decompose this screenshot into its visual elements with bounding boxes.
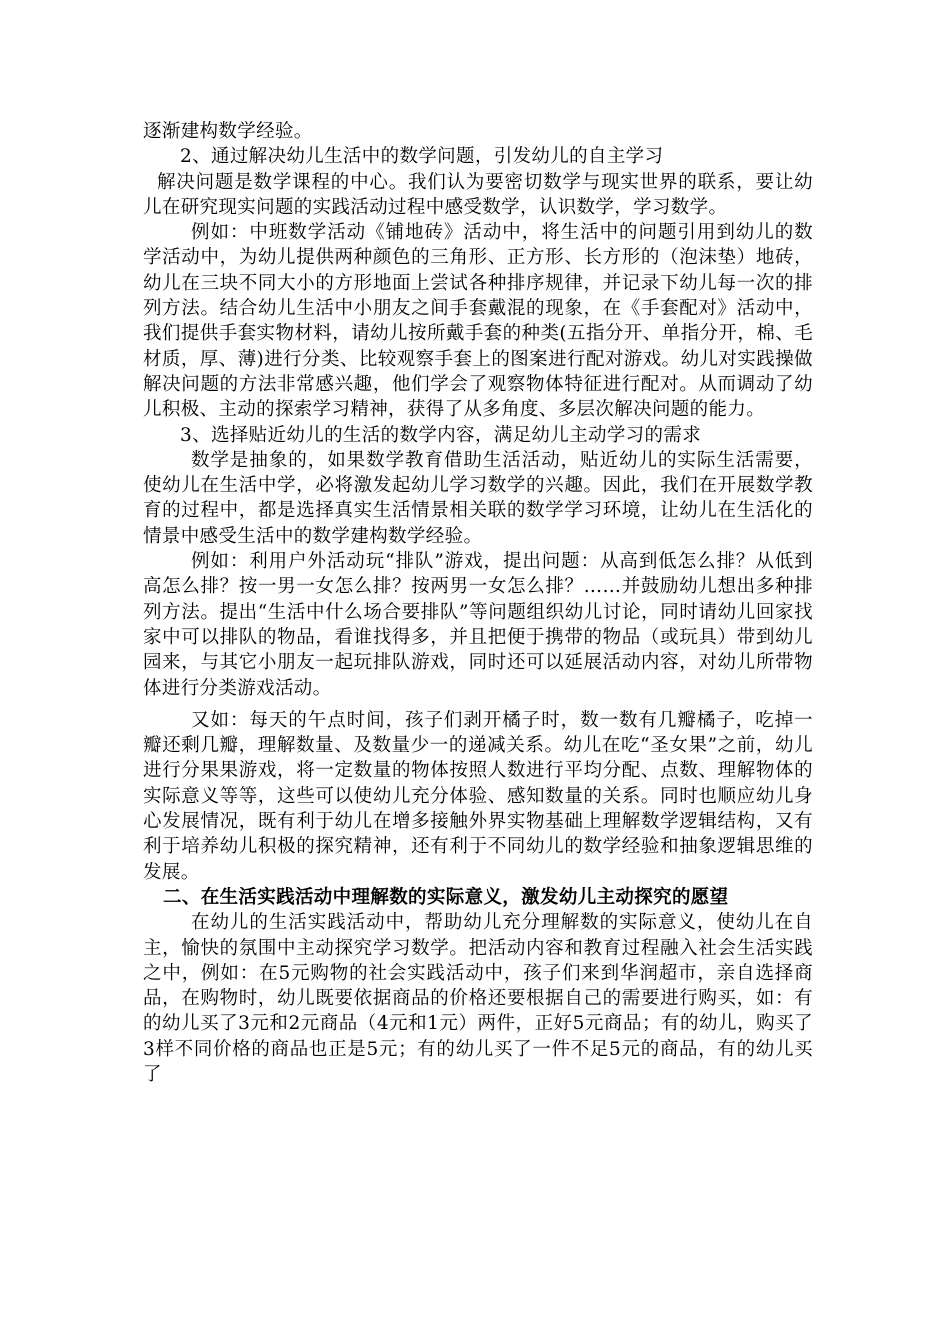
paragraph-continuation: 逐渐建构数学经验。	[143, 121, 313, 142]
paragraph-example-oranges: 又如：每天的午点时间，孩子们剥开橘子时，数一数有几瓣橘子，吃掉一瓣还剩几瓣，理解数量、及数量少一的递减关系。幼儿在吃“圣女果”之前，幼儿进行分果果游戏，将一定数量的物体按照人数进行平均分配、点数、理解物体的实际意义等等，这些可以使幼儿充分体验、感知数量的关系。同时也顺应幼儿身心发展情况，既有利于幼儿在增多接触外界实物基础上理解数学逻辑结构，又有利于培养幼儿积极的探究精神，还有利于不同幼儿的数学经验和抽象逻辑思维的发展。	[143, 709, 813, 883]
paragraph-problem-solving: 解决问题是数学课程的中心。我们认为要密切数学与现实世界的联系，要让幼儿在研究现实问题的实践活动过程中感受数学，认识数学，学习数学。	[143, 171, 813, 218]
paragraph-example-queue: 例如：利用户外活动玩“排队”游戏，提出问题：从高到低怎么排？从低到高怎么排？按一男一女怎么排？按两男一女怎么排？……并鼓励幼儿想出多种排列方法。提出“生活中什么场合要排队”等问题组织幼儿讨论，同时请幼儿回家找家中可以排队的物品，看谁找得多，并且把便于携带的物品（或玩具）带到幼儿园来，与其它小朋友一起玩排队游戏，同时还可以延展活动内容，对幼儿所带物体进行分类游戏活动。	[143, 551, 813, 699]
section-heading-2: 二、在生活实践活动中理解数的实际意义，激发幼儿主动探究的愿望	[163, 886, 729, 908]
paragraph-abstract-math: 数学是抽象的，如果数学教育借助生活活动，贴近幼儿的实际生活需要，使幼儿在生活中学，必将激发起幼儿学习数学的兴趣。因此，我们在开展数学教育的过程中，都是选择真实生活情景相关联的数学学习环境，让幼儿在生活化的情景中感受生活中的数学建构数学经验。	[143, 449, 813, 547]
paragraph-example-tiles: 例如：中班数学活动《铺地砖》活动中，将生活中的问题引用到幼儿的数学活动中，为幼儿提供两种颜色的三角形、正方形、长方形的（泡沫垫）地砖，幼儿在三块不同大小的方形地面上尝试各种排序规律，并记录下幼儿每一次的排列方法。结合幼儿生活中小朋友之间手套戴混的现象，在《手套配对》活动中，我们提供手套实物材料，请幼儿按所戴手套的种类(五指分开、单指分开，棉、毛材质，厚、薄)进行分类、比较观察手套上的图案进行配对游戏。幼儿对实践操做解决问题的方法非常感兴趣，他们学会了观察物体特征进行配对。从而调动了幼儿积极、主动的探索学习精神，获得了从多角度、多层次解决问题的能力。	[143, 222, 813, 421]
paragraph-practice-activity: 在幼儿的生活实践活动中，帮助幼儿充分理解数的实际意义，使幼儿在自主，愉快的氛围中主动探究学习数学。把活动内容和教育过程融入社会生活实践之中，例如：在5元购物的社会实践活动中，孩子们来到华润超市，亲自选择商品，在购物时，幼儿既要依据商品的价格还要根据自己的需要进行购买，如：有的幼儿买了3元和2元商品（4元和1元）两件，正好5元商品；有的幼儿，购买了3样不同价格的商品也正是5元；有的幼儿买了一件不足5元的商品，有的幼儿买了	[143, 912, 813, 1085]
subheading-3: 3、选择贴近幼儿的生活的数学内容，满足幼儿主动学习的需求	[180, 424, 702, 446]
subheading-2: 2、通过解决幼儿生活中的数学问题，引发幼儿的自主学习	[180, 146, 664, 168]
document-page	[143, 119, 813, 1087]
